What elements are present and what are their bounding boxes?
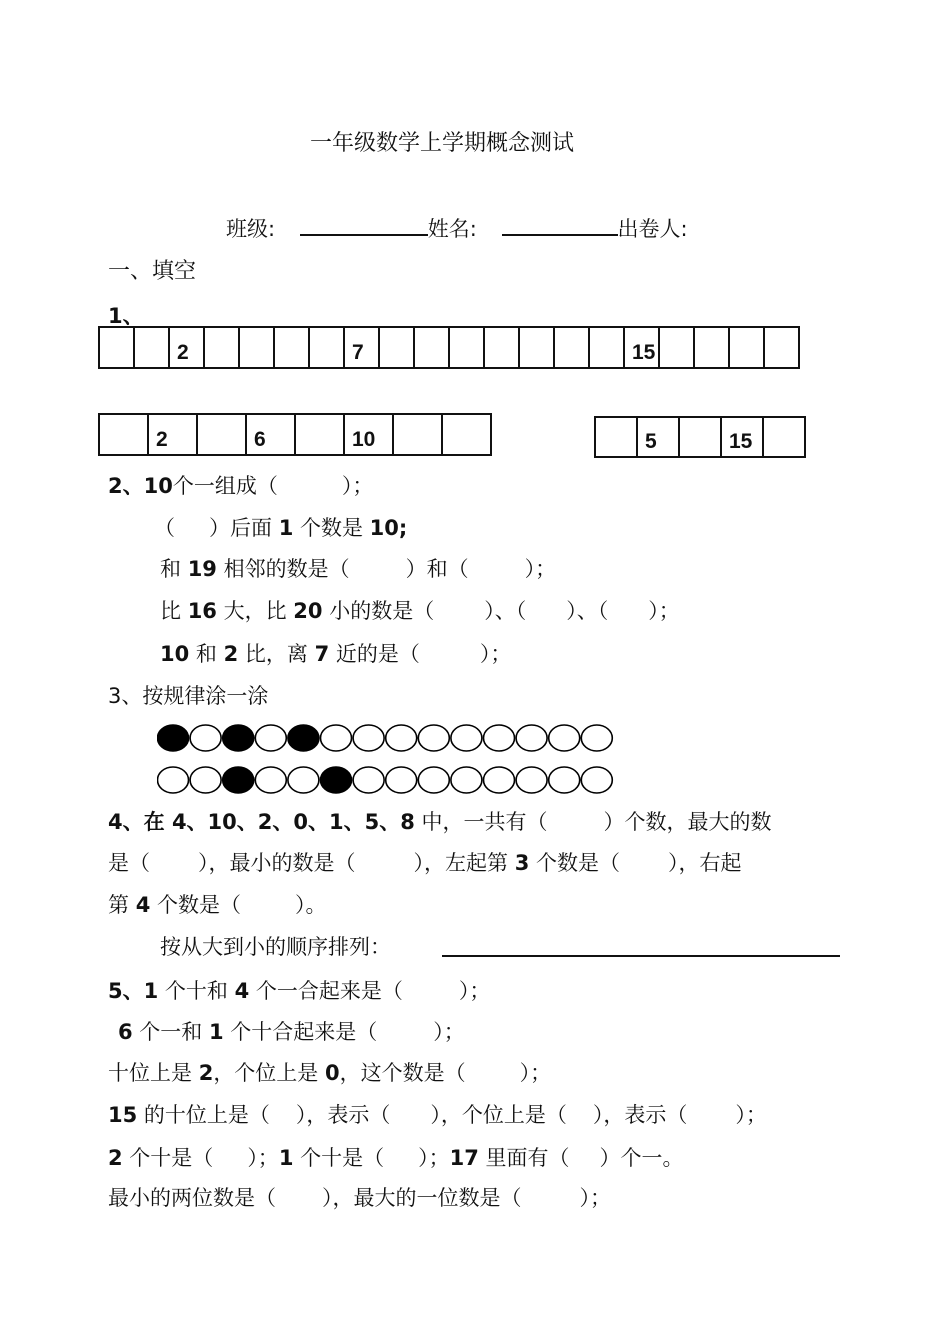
empty-bead[interactable]	[581, 725, 612, 751]
empty-bead[interactable]	[386, 725, 417, 751]
filled-bead[interactable]	[288, 725, 319, 751]
num: 0	[325, 1061, 340, 1085]
grid-cell-value: 5	[645, 430, 657, 453]
grid-cell-value	[135, 365, 168, 367]
text: 是（	[108, 851, 150, 875]
grid-cell[interactable]	[729, 327, 764, 368]
grid-cell[interactable]	[659, 327, 694, 368]
text: ）；	[479, 642, 512, 666]
empty-bead[interactable]	[549, 767, 580, 793]
text: 个十是（	[122, 1146, 214, 1170]
number-grid-2	[98, 413, 492, 456]
text: ，个位上是	[213, 1061, 325, 1085]
text: ），最小的数是（	[198, 851, 356, 875]
grid-cell-value	[450, 365, 483, 367]
number-grid-3	[594, 416, 806, 458]
empty-bead[interactable]	[451, 725, 482, 751]
grid-cell-value	[555, 365, 588, 367]
text: ）；	[418, 1146, 450, 1170]
text: ）；	[247, 1146, 279, 1170]
q2-line3	[160, 553, 556, 583]
text: ）；	[519, 1061, 552, 1085]
grid-cell[interactable]	[679, 417, 721, 457]
text: ）、（	[566, 599, 609, 623]
empty-bead[interactable]	[321, 725, 352, 751]
num: 20	[293, 599, 323, 623]
empty-bead[interactable]	[190, 767, 221, 793]
text: ）；	[735, 1103, 767, 1127]
text: 十位上是	[108, 1061, 199, 1085]
empty-bead[interactable]	[288, 767, 319, 793]
grid-cell[interactable]	[295, 414, 344, 455]
text: ）；	[433, 1020, 465, 1044]
grid-cell[interactable]	[309, 327, 344, 368]
q2-line1	[108, 470, 373, 500]
q4-line4	[160, 931, 391, 961]
grid-cell-value	[443, 452, 490, 454]
num: 19	[187, 557, 217, 581]
num: 16	[187, 599, 217, 623]
num: 2	[223, 642, 239, 666]
q2-line5	[160, 638, 511, 668]
class-label: 班级:	[226, 217, 276, 241]
text: 个一合起来是（	[249, 979, 403, 1003]
text: 个数是（	[529, 851, 620, 875]
grid-cell-value	[520, 365, 553, 367]
q3-label: 3、按规律涂一涂	[108, 684, 269, 708]
section-heading: 一、填空	[108, 259, 197, 284]
num: 15	[108, 1103, 138, 1127]
text: ），最大的一位数是（	[322, 1186, 522, 1210]
text: ）、（	[484, 599, 527, 623]
grid-cell[interactable]	[134, 327, 169, 368]
text: ）；	[648, 599, 680, 623]
grid-cell[interactable]	[197, 414, 246, 455]
grid-cell-value	[380, 365, 413, 367]
empty-bead[interactable]	[549, 725, 580, 751]
num: 3	[514, 851, 530, 875]
num: 10	[160, 642, 190, 666]
empty-bead[interactable]	[255, 725, 286, 751]
q2-number: 2、	[108, 474, 144, 498]
empty-bead[interactable]	[255, 767, 286, 793]
grid-cell-value	[764, 454, 804, 456]
text: 个数是（	[150, 893, 241, 917]
text: 中，一共有（	[414, 810, 548, 834]
grid-cell-value: 6	[254, 428, 266, 451]
grid-cell[interactable]	[442, 414, 491, 455]
grid-cell[interactable]	[393, 414, 442, 455]
text: ）；	[524, 557, 557, 581]
empty-bead[interactable]	[516, 767, 547, 793]
grid-cell	[169, 327, 204, 368]
q4-number: 4、在	[108, 810, 172, 834]
q1-label: 1、	[108, 304, 144, 328]
text: ）；	[458, 979, 491, 1003]
empty-bead[interactable]	[516, 725, 547, 751]
num: 7	[314, 642, 330, 666]
name-label: 姓名:	[427, 217, 477, 241]
grid-cell-value: 2	[177, 341, 189, 364]
filled-bead[interactable]	[223, 767, 254, 793]
text: ），右起	[668, 851, 742, 875]
text: ）；	[341, 474, 374, 498]
text: 近的是（	[329, 642, 420, 666]
author-label: 出卷人:	[617, 217, 688, 241]
num: 2	[198, 1061, 214, 1085]
text: 比	[160, 599, 188, 623]
grid-cell	[246, 414, 295, 455]
text: ）个一。	[599, 1146, 684, 1170]
grid-cell	[344, 327, 379, 368]
num: 1	[278, 516, 294, 540]
text: ），表示（	[592, 1103, 688, 1127]
text: （	[154, 516, 175, 540]
grid-cell[interactable]	[519, 327, 554, 368]
text: ;	[398, 516, 408, 540]
number-grid-1	[98, 326, 800, 369]
grid-cell[interactable]	[694, 327, 729, 368]
text: ）；	[579, 1186, 611, 1210]
num: 4	[135, 893, 151, 917]
q4-line3	[108, 889, 327, 919]
grid-cell-value	[596, 454, 636, 456]
grid-cell-value: 10	[352, 428, 376, 451]
grid-cell-value: 15	[632, 341, 656, 364]
text: ），个位上是（	[430, 1103, 567, 1127]
num: 17	[449, 1146, 479, 1170]
q2-line4	[160, 595, 680, 625]
grid-cell-value: 15	[729, 430, 753, 453]
grid-cell-value	[660, 365, 693, 367]
num: 10	[143, 474, 173, 498]
grid-cell-value	[485, 365, 518, 367]
grid-cell-value	[765, 365, 798, 367]
text: 第	[108, 893, 136, 917]
num: 2	[108, 1146, 123, 1170]
text: 比，离	[238, 642, 315, 666]
grid-cell-value	[296, 452, 343, 454]
grid-cell[interactable]	[379, 327, 414, 368]
text: 个数是	[293, 516, 370, 540]
grid-cell[interactable]	[414, 327, 449, 368]
filled-bead[interactable]	[321, 767, 352, 793]
q5-number: 5、	[108, 979, 144, 1003]
text: 小的数是（	[322, 599, 435, 623]
text: 里面有（	[478, 1146, 570, 1170]
header-line	[226, 212, 688, 243]
text: ）个数，最大的数	[603, 810, 772, 834]
order-answer-line[interactable]	[442, 955, 840, 957]
text: ），表示（	[295, 1103, 391, 1127]
grid-cell-value	[205, 365, 238, 367]
grid-cell	[624, 327, 659, 368]
grid-cell-value: 7	[352, 341, 364, 364]
grid-cell-value	[394, 452, 441, 454]
grid-cell	[148, 414, 197, 455]
grid-cell-value	[680, 454, 720, 456]
text: ）。	[295, 893, 327, 917]
bead-row-1	[157, 723, 621, 755]
grid-cell	[721, 417, 763, 457]
empty-bead[interactable]	[581, 767, 612, 793]
empty-bead[interactable]	[484, 725, 515, 751]
q5-line1	[108, 975, 490, 1005]
grid-cell-value	[240, 365, 273, 367]
text: 和	[189, 642, 224, 666]
text: 相邻的数是（	[216, 557, 350, 581]
text: 最小的两位数是（	[108, 1186, 276, 1210]
grid-cell-value	[590, 365, 623, 367]
text: ）后面	[209, 516, 279, 540]
grid-cell[interactable]	[99, 327, 134, 368]
empty-bead[interactable]	[386, 767, 417, 793]
num: 1	[278, 1146, 294, 1170]
grid-cell-value	[100, 452, 147, 454]
grid-cell[interactable]	[484, 327, 519, 368]
filled-bead[interactable]	[158, 725, 189, 751]
num: 4、10、2、0、1、5、8	[171, 810, 415, 834]
empty-bead[interactable]	[418, 767, 449, 793]
order-prompt: 按从大到小的顺序排列：	[160, 935, 391, 959]
grid-cell[interactable]	[204, 327, 239, 368]
text: ），左起第	[413, 851, 515, 875]
grid-cell[interactable]	[589, 327, 624, 368]
bead-row-2	[157, 765, 621, 797]
q5-line2	[118, 1016, 465, 1046]
empty-bead[interactable]	[158, 767, 189, 793]
empty-bead[interactable]	[353, 767, 384, 793]
q4-line2	[108, 847, 742, 877]
grid-cell-value	[695, 365, 728, 367]
text: 个十合起来是（	[223, 1020, 378, 1044]
filled-bead[interactable]	[223, 725, 254, 751]
grid-cell-value	[275, 365, 308, 367]
num: 1	[208, 1020, 224, 1044]
q5-line3	[108, 1057, 551, 1087]
empty-bead[interactable]	[418, 725, 449, 751]
q5-line6	[108, 1182, 611, 1212]
grid-cell	[344, 414, 393, 455]
grid-cell[interactable]	[99, 414, 148, 455]
grid-cell-value	[310, 365, 343, 367]
class-blank[interactable]	[300, 212, 428, 236]
grid-cell[interactable]	[764, 327, 799, 368]
empty-bead[interactable]	[451, 767, 482, 793]
grid-cell[interactable]	[239, 327, 274, 368]
grid-cell[interactable]	[274, 327, 309, 368]
text: 个一和	[132, 1020, 209, 1044]
text: ，这个数是（	[339, 1061, 466, 1085]
name-blank[interactable]	[502, 212, 618, 236]
q2-line2	[154, 512, 407, 542]
grid-cell	[637, 417, 679, 457]
num: 4	[234, 979, 250, 1003]
q4-line1	[108, 806, 772, 836]
grid-cell[interactable]	[449, 327, 484, 368]
text: 个一组成（	[172, 474, 278, 498]
grid-cell-value	[415, 365, 448, 367]
empty-bead[interactable]	[484, 767, 515, 793]
grid-cell-value	[100, 365, 133, 367]
text: 大，比	[216, 599, 294, 623]
grid-cell-value: 2	[156, 428, 168, 451]
q5-line5	[108, 1142, 684, 1172]
num: 6	[118, 1020, 133, 1044]
num: 10	[369, 516, 399, 540]
empty-bead[interactable]	[353, 725, 384, 751]
grid-cell[interactable]	[763, 417, 805, 457]
text: 个十是（	[293, 1146, 385, 1170]
grid-cell-value	[730, 365, 763, 367]
text: 个十和	[158, 979, 235, 1003]
text: ）和（	[405, 557, 469, 581]
text: 和	[160, 557, 188, 581]
grid-cell[interactable]	[595, 417, 637, 457]
q5-line4	[108, 1099, 767, 1129]
grid-cell-value	[198, 452, 245, 454]
grid-cell[interactable]	[554, 327, 589, 368]
empty-bead[interactable]	[190, 725, 221, 751]
text: 的十位上是（	[137, 1103, 270, 1127]
num: 1	[143, 979, 159, 1003]
page-title: 一年级数学上学期概念测试	[310, 131, 575, 156]
